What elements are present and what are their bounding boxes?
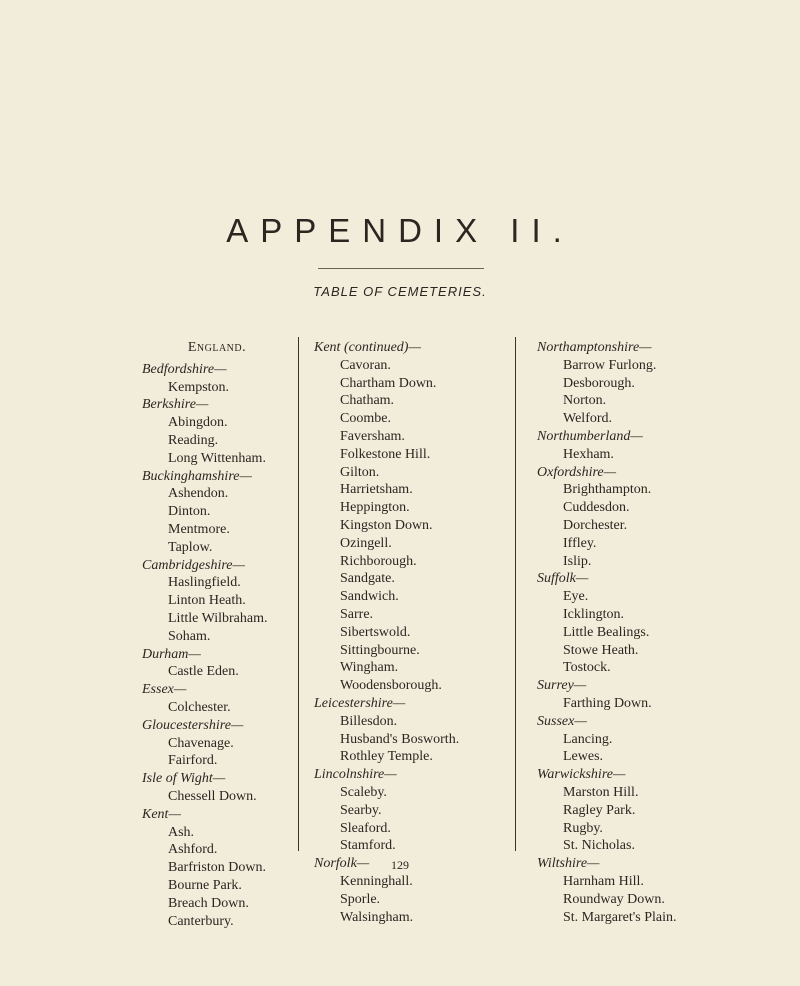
- county-heading: Buckinghamshire—: [142, 468, 252, 484]
- cemetery-entry: Farthing Down.: [563, 695, 652, 711]
- cemetery-entry: Norton.: [563, 393, 607, 409]
- cemetery-entry: Sleaford.: [340, 820, 391, 836]
- cemetery-entry: Canterbury.: [168, 913, 234, 929]
- cemetery-entry: Sandgate.: [340, 571, 395, 587]
- cemetery-entry: Sarre.: [340, 606, 374, 622]
- county-heading: Northamptonshire—: [537, 340, 652, 355]
- cemetery-entry: Linton Heath.: [168, 593, 246, 609]
- county-heading: Lincolnshire—: [314, 767, 397, 783]
- cemetery-entry: Castle Eden.: [168, 664, 239, 680]
- cemetery-entry: Harnham Hill.: [563, 873, 644, 889]
- cemetery-entry: Iffley.: [563, 535, 597, 551]
- cemetery-entry: Breach Down.: [168, 895, 249, 911]
- cemetery-entry: Ashendon.: [168, 486, 229, 502]
- county-heading: Oxfordshire—: [537, 464, 617, 480]
- cemetery-entry: Stowe Heath.: [563, 642, 639, 658]
- county-heading: Isle of Wight—: [142, 771, 226, 787]
- county-heading: Warwickshire—: [537, 767, 626, 783]
- county-heading: Essex—: [142, 682, 187, 698]
- cemetery-entry: Barrow Furlong.: [563, 357, 657, 373]
- cemetery-entry: Woodensborough.: [340, 678, 442, 694]
- county-heading: Kent—: [142, 806, 181, 822]
- cemetery-entry: Stamford.: [340, 838, 396, 854]
- cemetery-entry: Kenninghall.: [340, 873, 413, 889]
- column-divider-2: [515, 337, 516, 851]
- cemetery-entry: Billesdon.: [340, 713, 398, 729]
- cemetery-entry: Taplow.: [168, 539, 213, 555]
- cemetery-entry: Islip.: [563, 553, 592, 569]
- page-number: 129: [391, 858, 409, 872]
- cemetery-entry: Dinton.: [168, 504, 211, 520]
- cemetery-entry: Little Bealings.: [563, 624, 650, 640]
- country-heading: England.: [187, 340, 247, 355]
- cemetery-entry: Richborough.: [340, 553, 417, 569]
- cemetery-entry: Kempston.: [168, 379, 230, 395]
- cemetery-entry: Desborough.: [563, 375, 635, 391]
- cemetery-entry: Eye.: [563, 589, 589, 605]
- cemetery-entry: Scaleby.: [340, 784, 387, 800]
- cemetery-entry: Bourne Park.: [168, 877, 242, 893]
- cemetery-entry: Fairford.: [168, 753, 218, 769]
- cemetery-entry: Wingham.: [340, 660, 399, 676]
- cemetery-entry: Searby.: [340, 802, 382, 818]
- cemetery-entry: Cuddesdon.: [563, 500, 630, 516]
- table-subtitle: TABLE OF CEMETERIES.: [313, 284, 487, 299]
- cemetery-entry: Folkestone Hill.: [340, 446, 431, 462]
- cemetery-entry: Lancing.: [563, 731, 613, 747]
- county-heading: Bedfordshire—: [142, 361, 227, 377]
- cemetery-entry: Little Wilbraham.: [168, 610, 268, 626]
- cemetery-entry: Coombe.: [340, 411, 391, 427]
- county-heading: Leicestershire—: [314, 695, 406, 711]
- cemetery-entry: Reading.: [168, 432, 219, 448]
- cemetery-entry: Tostock.: [563, 660, 611, 676]
- county-heading: Surrey—: [537, 678, 587, 694]
- heading-rule: [318, 268, 484, 269]
- county-heading: Cambridgeshire—: [142, 557, 245, 573]
- cemetery-entry: Faversham.: [340, 428, 405, 444]
- county-heading: Durham—: [142, 646, 201, 662]
- cemetery-entry: Haslingfield.: [168, 575, 241, 591]
- cemetery-entry: Kingston Down.: [340, 517, 433, 533]
- cemetery-entry: Heppington.: [340, 500, 410, 516]
- county-heading: Sussex—: [537, 713, 587, 729]
- cemetery-column-1: [142, 339, 292, 930]
- cemetery-entry: Ash.: [168, 824, 195, 840]
- cemetery-entry: Ragley Park.: [563, 802, 636, 818]
- county-heading: Suffolk—: [537, 571, 589, 587]
- cemetery-entry: Ozingell.: [340, 535, 392, 551]
- cemetery-entry: Husband's Bosworth.: [340, 731, 460, 747]
- cemetery-entry: Ashford.: [168, 842, 218, 858]
- cemetery-entry: Sandwich.: [340, 589, 399, 605]
- county-heading: Wiltshire—: [537, 856, 600, 872]
- cemetery-entry: Long Wittenham.: [168, 450, 266, 466]
- county-heading: Gloucestershire—: [142, 717, 244, 733]
- cemetery-entry: Marston Hill.: [563, 784, 639, 800]
- county-heading: Kent (continued)—: [314, 340, 421, 355]
- cemetery-entry: Sittingbourne.: [340, 642, 420, 658]
- column-divider-1: [298, 337, 299, 851]
- cemetery-entry: Mentmore.: [168, 521, 230, 537]
- county-heading: Norfolk—: [314, 856, 370, 872]
- appendix-heading: APPENDIX II.: [226, 212, 574, 249]
- cemetery-entry: Lewes.: [563, 749, 604, 765]
- cemetery-entry: Abingdon.: [168, 415, 228, 431]
- cemetery-entry: Chatham.: [340, 393, 395, 409]
- cemetery-entry: Sporle.: [340, 891, 381, 907]
- cemetery-entry: Welford.: [563, 411, 613, 427]
- cemetery-entry: St. Margaret's Plain.: [563, 909, 677, 925]
- cemetery-column-2: [314, 339, 509, 926]
- cemetery-entry: Brighthampton.: [563, 482, 652, 498]
- cemetery-entry: St. Nicholas.: [563, 838, 635, 854]
- cemetery-entry: Dorchester.: [563, 517, 628, 533]
- cemetery-entry: Cavoran.: [340, 357, 391, 373]
- cemetery-entry: Colchester.: [168, 699, 231, 715]
- cemetery-entry: Icklington.: [563, 606, 625, 622]
- cemetery-entry: Rugby.: [563, 820, 603, 836]
- cemetery-column-3: [537, 339, 712, 926]
- cemetery-entry: Chartham Down.: [340, 375, 437, 391]
- cemetery-entry: Chavenage.: [168, 735, 234, 751]
- cemetery-entry: Walsingham.: [340, 909, 414, 925]
- county-heading: Berkshire—: [142, 397, 209, 413]
- cemetery-entry: Hexham.: [563, 446, 614, 462]
- cemetery-entry: Roundway Down.: [563, 891, 665, 907]
- county-heading: Northumberland—: [537, 428, 643, 444]
- cemetery-entry: Chessell Down.: [168, 788, 257, 804]
- cemetery-entry: Harrietsham.: [340, 482, 413, 498]
- cemetery-entry: Gilton.: [340, 464, 380, 480]
- cemetery-entry: Sibertswold.: [340, 624, 411, 640]
- cemetery-entry: Soham.: [168, 628, 211, 644]
- cemetery-entry: Barfriston Down.: [168, 860, 266, 876]
- cemetery-entry: Rothley Temple.: [340, 749, 433, 765]
